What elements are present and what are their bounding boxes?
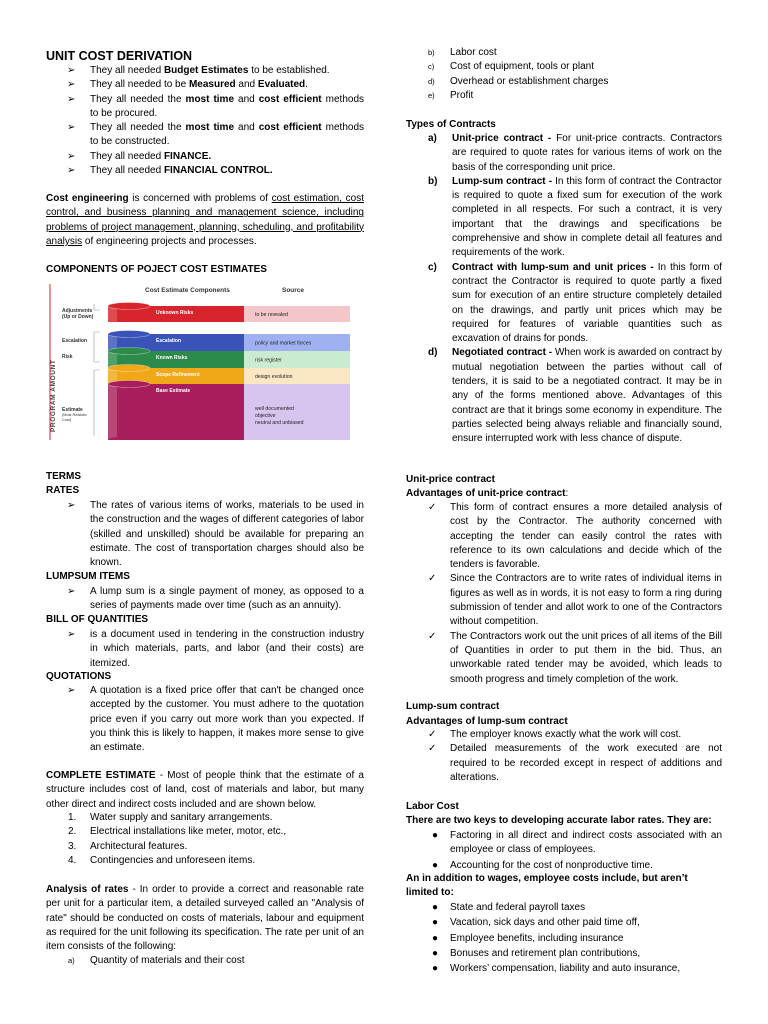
list-item: ➢ The rates of various items of works, materials to be used in the construction and the wages of different categories of labor (skilled and unskilled) should be available for preparing an estimate. The cost of transportation charges should also be known. [67,500,364,569]
list-item: ● Vacation, sick days and other paid time off, [406,916,722,930]
unit-price-adv-heading: Advantages of unit-price contract: [406,488,569,499]
arrow-bullet-icon: ➢ [67,165,76,177]
band-label: Escalation [156,338,182,344]
diagram-label-estimate-sub: (Most Realistic [62,413,87,417]
list-item: a) Unit-price contract - For unit-price contracts. Contractors are required to quote rates for various items of work on the basis of the corresponding unit price. [428,133,722,173]
check-icon: ✓ [428,729,437,740]
list-item: ➢ A quotation is a fixed price offer that can't be changed once accepted by the customer. You must adhere to the quotation price even if you carry out more work than you expected. If you think this is likely to happen, it makes more sense to give an estimate. [67,685,364,754]
diagram-band [108,331,350,352]
list-item: b) Lump-sum contract - In this form of contract the Contractor is required to quote a fixed sum for execution of the work completed in all respects. For such a contract, it is very important that the drawings and specifications be comprehensive and show in complete detail all features and requirements of the work. [428,175,722,259]
list-item: ➢ They all needed the most time and cost efficient methods to be procured. [67,93,365,119]
band-source-text: to be revealed [255,312,288,318]
arrow-bullet-icon: ➢ [67,79,76,91]
dot-bullet-icon: ● [432,902,439,913]
list-item: ➢ They all needed FINANCE. [46,150,364,164]
lumpsum-block [46,585,364,614]
list-item: ✓ Since the Contractors are to write rates of individual items in figures as well as in words, it is not easy to form a ring during submission of tender and allot work to one of the Contractors without competition. [428,573,722,628]
arrow-bullet-icon: ➢ [67,93,76,105]
band-source-text: neutral and unbiased [255,420,304,426]
arrow-bullet-icon: ➢ [67,685,76,696]
list-item: ➢ They all needed Budget Estimates to be established. [46,64,364,78]
diagram-label-adjustments-sub: (Up or Down) [62,314,94,320]
arrow-bullet-icon: ➢ [67,586,76,597]
labor-cost-heading: Labor Cost [406,801,459,812]
band-source-text: objective [255,413,276,419]
dot-bullet-icon: ● [432,859,439,871]
types-heading: Types of Contracts [406,119,496,130]
band-cap [108,365,150,372]
cost-engineering-paragraph: Cost engineering is concerned with problems of cost estimation, cost control, and business planning and management science, including problems of project management, planning, scheduling, and profitability analysis of engineering projects and processes. [46,193,364,247]
diagram-bracket [94,304,100,362]
contracts-list [406,132,722,447]
list-item: ● Accounting for the cost of nonproductive time. [406,859,722,873]
band-label: Known Risks [156,355,188,361]
arrow-bullet-icon: ➢ [67,150,76,162]
diagram-label-estimate: Estimate [62,407,83,413]
diagram-bands [108,303,350,441]
diagram-bracket-2 [94,370,100,436]
list-item: ● State and federal payroll taxes [406,901,722,915]
diagram-label-risk: Risk [62,354,73,360]
rates-block [46,499,364,570]
band-highlight [108,384,117,440]
band-source-cell [244,384,350,440]
components-heading: COMPONENTS OF POJECT COST ESTIMATES [46,264,267,275]
check-icon: ✓ [428,502,437,513]
list-item: 2. Electrical installations like meter, motor, etc., [68,826,287,838]
list-item: ➢ They all needed to be Measured and Evaluated. [46,78,364,92]
terms-heading: TERMS [46,471,81,482]
quotations-block [46,684,364,755]
list-item: b) Labor cost [428,47,497,58]
diagram-vertical-label: PROGRAM AMOUNT [50,359,57,432]
band-source-text: policy and market forces [255,340,312,347]
diagram-label-adjustments: Adjustments [62,308,93,314]
boq-heading: BILL OF QUANTITIES [46,614,149,625]
list-item: d) Negotiated contract - When work is awarded on contract by mutual negotiation between the parties without call of tenders, it is said to be a negotiated contract. It may be in any of the forms mentioned above. Advantages of this contract are that it brings some economy in expenditure. The parties selected being always reliable and financially sound, ensure interrupted work with less chance of dispute. [428,347,722,445]
labor-keys-heading: There are two keys to developing accurate labor rates. They are: [406,815,712,826]
rates-heading: RATES [46,485,80,496]
diagram-header-components: Cost Estimate Components [145,287,230,294]
diagram-header-source: Source [282,287,305,294]
list-item: ➢ A lump sum is a single payment of money, as opposed to a series of payments made over time (such as an annuity). [67,586,364,612]
boq-block [46,628,364,671]
complete-estimate-list [46,811,364,868]
diagram-band [108,381,350,441]
analysis-list [46,954,364,968]
band-cap [108,303,150,310]
band-label: Unknown Risks [156,310,194,316]
unit-price-adv-list [406,501,722,687]
lump-sum-heading: Lump-sum contract [406,701,500,712]
list-item: c) Contract with lump-sum and unit prices - In this form of contract the Contractor is required to quote partly a fixed sum for execution of an entire structure completely detailed on the drawings, and partly unit prices which may be required for features of variable quantities such as excavation of drains for ponds. [428,261,722,345]
list-item: ● Employee benefits, including insurance [406,932,722,946]
band-cap [108,381,150,388]
list-item: ✓ Detailed measurements of the work executed are not required to be recorded except in respect of additions and alterations. [428,743,722,783]
dot-bullet-icon: ● [432,830,439,841]
lump-sum-adv-heading: Advantages of lump-sum contract [406,716,568,727]
band-source-text: design evolution [255,374,293,380]
unit-price-heading: Unit-price contract [406,474,495,485]
lumpsum-heading: LUMPSUM ITEMS [46,571,130,582]
dot-bullet-icon: ● [432,932,439,944]
dot-bullet-icon: ● [432,947,439,959]
list-item: ➢ is a document used in tendering in the construction industry in which materials, parts, and labor (and their costs) are itemized. [67,629,364,669]
arrow-bullet-icon: ➢ [67,629,76,640]
dot-bullet-icon: ● [432,963,439,975]
arrow-bullet-icon: ➢ [67,122,76,134]
quotations-heading: QUOTATIONS [46,671,112,682]
diagram-label-estimate-sub2: Cost) [62,418,72,422]
list-item: a) Quantity of materials and their cost [68,955,245,966]
list-item: ● Factoring in all direct and indirect costs associated with an employee or class of employees. [432,830,722,856]
band-cap [108,348,150,355]
list-item: ➢ They all needed the most time and cost efficient methods to be constructed. [67,122,365,148]
list-item: ● Workers’ compensation, liability and auto insurance, [406,962,722,976]
list-item: c) Cost of equipment, tools or plant [428,61,594,73]
band-label: Scope Refinement [156,372,200,378]
wages-list [406,901,722,976]
list-item: 1. Water supply and sanitary arrangements. [68,812,273,823]
labor-keys-list [406,829,722,873]
check-icon: ✓ [428,573,437,585]
list-item: ✓ This form of contract ensures a more detailed analysis of cost by the Contractor. The authority concerned with accepting the tender can easily control the rates with reference to its own calculations and decide which of the tenders is favorable. [428,502,722,571]
dot-bullet-icon: ● [432,917,439,929]
rate-components-list [406,46,722,103]
band-source-text: risk register [255,357,282,364]
check-icon: ✓ [428,630,437,642]
list-item: ➢ They all needed FINANCIAL CONTROL. [46,164,364,178]
band-source-text: well documented [255,406,294,412]
arrow-bullet-icon: ➢ [67,500,76,511]
wages-heading: An in addition to wages, employee costs include, but aren’t limited to: [406,873,688,899]
list-item: ✓ The employer knows exactly what the work will cost. [406,728,722,742]
band-cap [108,331,150,338]
list-item: ● Bonuses and retirement plan contributions, [406,947,722,961]
diagram-label-escalation: Escalation [62,338,88,344]
list-item: e) Profit [428,89,474,101]
list-item: 3. Architectural features. [68,840,188,852]
list-item: d) Overhead or establishment charges [428,75,609,87]
page-title: UNIT COST DERIVATION [46,49,193,63]
band-label: Base Estimate [156,388,191,394]
check-icon: ✓ [428,743,437,755]
cost-estimate-diagram [46,280,364,440]
list-item: ✓ The Contractors work out the unit prices of all items of the Bill of Quantities in order to put them in the bid. Thus, an unworkable rated tender may be avoided, which leads to smooth progress and timely completion of the work. [428,630,722,685]
lump-sum-adv-list [406,728,722,785]
list-item: 4. Contingencies and unforeseen items. [68,854,256,866]
needs-list [46,64,364,178]
analysis-paragraph: Analysis of rates - In order to provide a correct and reasonable rate per unit for a particular item, a detailed surveyed called an "Analysis of rate" should be conducted on costs of materials, labour and equipment as required for the unit following its specification. The rate per unit of an item consists of the following: [46,884,364,953]
arrow-bullet-icon: ➢ [67,65,76,76]
complete-estimate-paragraph: COMPLETE ESTIMATE - Most of people think that the estimate of a structure includes cost of land, cost of materials and labor, but many other direct and indirect costs included and are shown below. [46,770,364,810]
diagram-band [108,303,350,323]
